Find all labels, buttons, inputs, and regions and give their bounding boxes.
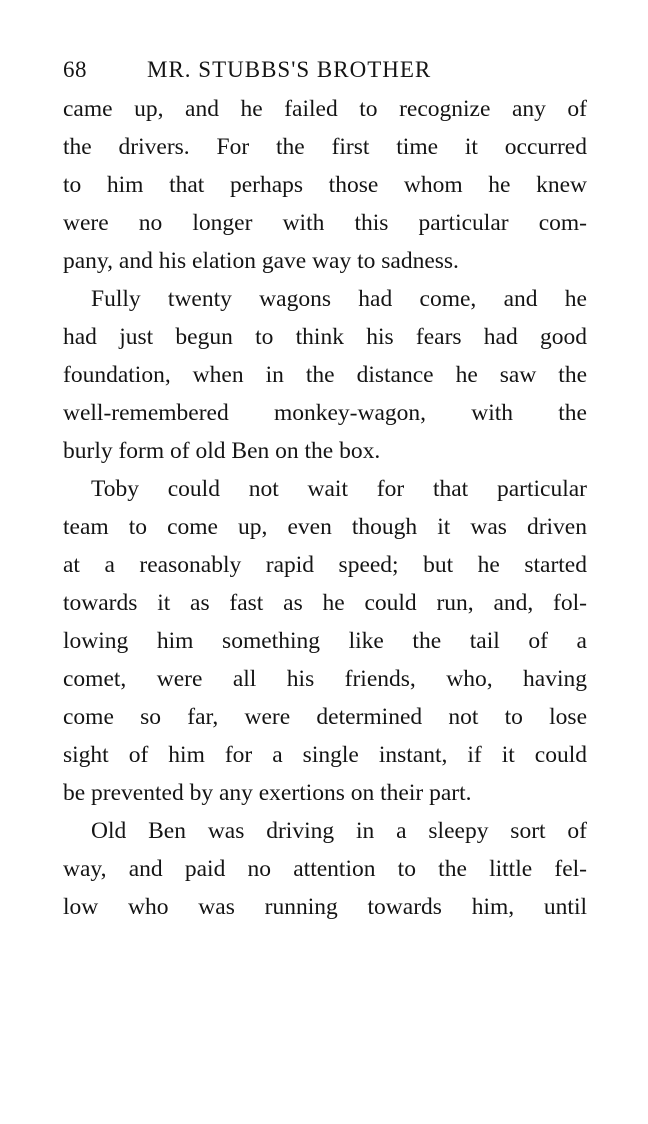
text-line: burly form of old Ben on the box. (63, 438, 381, 464)
text-line: pany, and his elation gave way to sadness. (63, 248, 459, 274)
paragraph-3 (63, 470, 587, 812)
text-line: lowing him something like the tail of a (63, 628, 587, 654)
text-line: way, and paid no attention to the little fel- (63, 856, 587, 882)
text-line: Fully twenty wagons had come, and he (91, 286, 587, 312)
text-line: foundation, when in the distance he saw the (63, 362, 587, 388)
page-number: 68 (63, 57, 87, 82)
text-line: to him that perhaps those whom he knew (63, 172, 587, 198)
running-head (63, 52, 587, 88)
paragraph-2 (63, 280, 587, 470)
text-line: Old Ben was driving in a sleepy sort of (91, 818, 587, 844)
text-line: Toby could not wait for that particular (91, 476, 587, 502)
text-line: comet, were all his friends, who, having (63, 666, 587, 692)
text-line: sight of him for a single instant, if it could (63, 742, 587, 768)
text-line: low who was running towards him, until (63, 894, 587, 920)
book-page (63, 52, 587, 926)
paragraph-1 (63, 90, 587, 280)
paragraph-4 (63, 812, 587, 926)
text-line: were no longer with this particular com- (63, 210, 587, 236)
text-line: at a reasonably rapid speed; but he started (63, 552, 587, 578)
running-title: MR. STUBBS'S BROTHER (147, 57, 432, 82)
text-line: came up, and he failed to recognize any of (63, 96, 587, 122)
text-line: team to come up, even though it was driven (63, 514, 587, 540)
text-line: well-remembered monkey-wagon, with the (63, 400, 587, 426)
text-line: had just begun to think his fears had good (63, 324, 587, 350)
text-line: be prevented by any exertions on their part. (63, 780, 472, 806)
text-line: come so far, were determined not to lose (63, 704, 587, 730)
text-line: towards it as fast as he could run, and, fol- (63, 590, 587, 616)
text-line: the drivers. For the first time it occurred (63, 134, 587, 160)
body-text (63, 90, 587, 926)
